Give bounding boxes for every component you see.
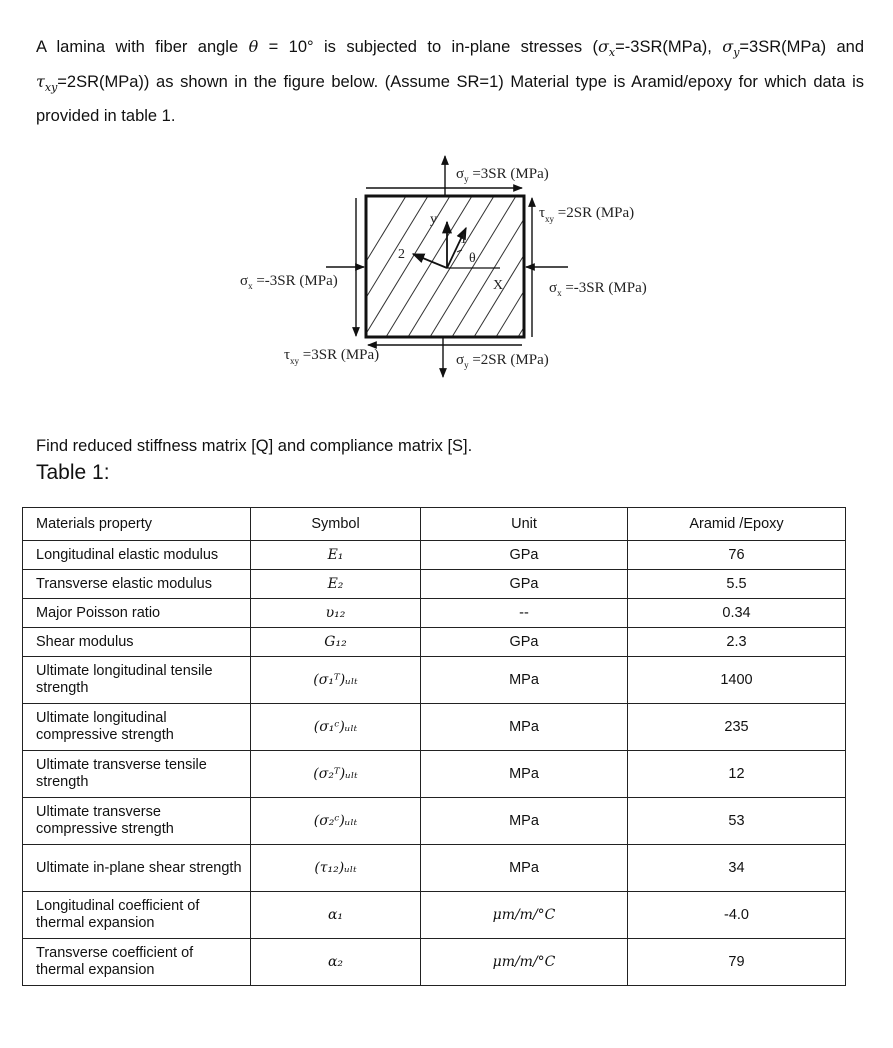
unit-cell: GPa [421, 541, 628, 570]
table-row [23, 892, 846, 939]
axis-x-label: X [493, 278, 504, 293]
svg-text:τxy =2SR (MPa): $\tau_{xy} =2SR$ (MPa) [539, 205, 635, 224]
sigma-x-symbol: σ [598, 37, 609, 56]
property-cell: Transverse elastic modulus [23, 570, 251, 599]
table-row [23, 704, 846, 751]
axis-2-arrow [413, 254, 447, 268]
unit-cell: μm/m/°C [421, 892, 628, 939]
property-cell: Ultimate transverse tensile strength [23, 751, 251, 798]
property-cell: Longitudinal elastic modulus [23, 541, 251, 570]
svg-text:τxy =3SR (MPa): $\tau_{xy} =3SR$ (MPa) [284, 347, 380, 366]
symbol-cell: α₂ [251, 939, 421, 986]
value-cell: 2.3 [628, 628, 846, 657]
unit-cell: GPa [421, 628, 628, 657]
theta-symbol: θ [248, 37, 259, 56]
problem-statement [36, 33, 864, 131]
value-cell: 76 [628, 541, 846, 570]
value-cell: 235 [628, 704, 846, 751]
sigma-y-subscript: y [733, 46, 740, 60]
header-unit: Unit [421, 508, 628, 541]
symbol-cell: G₁₂ [251, 628, 421, 657]
unit-cell: MPa [421, 845, 628, 892]
unit-cell: MPa [421, 798, 628, 845]
svg-text:σx =-3SR (MPa): $\sigma_x =-3SR$ (MPa) [549, 280, 647, 298]
property-cell: Shear modulus [23, 628, 251, 657]
property-cell: Ultimate in-plane shear strength [23, 845, 251, 892]
property-cell: Transverse coefficient of thermal expansion [23, 939, 251, 986]
sigma-x-subscript: x [608, 46, 616, 60]
label-tau-xy-right [539, 205, 634, 224]
sigma-y-symbol: σ [722, 37, 734, 56]
symbol-cell: E₁ [251, 541, 421, 570]
stress-element-figure [0, 140, 893, 400]
unit-cell: GPa [421, 570, 628, 599]
label-tau-xy-bottom [284, 347, 379, 366]
symbol-cell: E₂ [251, 570, 421, 599]
symbol-cell: (σ₂ᶜ)ᵤₗₜ [251, 798, 421, 845]
table-row [23, 599, 846, 628]
label-sigma-y-top [456, 166, 549, 184]
table-row [23, 628, 846, 657]
table-row [23, 751, 846, 798]
symbol-cell: (σ₁ᵀ)ᵤₗₜ [251, 657, 421, 704]
sigma-x-value: =-3SR(MPa), [615, 38, 723, 56]
unit-cell: -- [421, 599, 628, 628]
property-cell: Longitudinal coefficient of thermal expansion [23, 892, 251, 939]
symbol-cell: α₁ [251, 892, 421, 939]
axis-1-label: 1 [460, 232, 467, 247]
unit-cell: μm/m/°C [421, 939, 628, 986]
label-sigma-x-left [240, 273, 338, 291]
symbol-cell: (τ₁₂)ᵤₗₜ [251, 845, 421, 892]
value-cell: 53 [628, 798, 846, 845]
unit-cell: MPa [421, 657, 628, 704]
property-cell: Ultimate transverse compressive strength [23, 798, 251, 845]
sigma-y-value: =3SR(MPa) and [739, 38, 865, 56]
value-cell: 5.5 [628, 570, 846, 599]
tau-xy-subscript: xy [44, 80, 58, 94]
symbol-cell: (σ₁ᶜ)ᵤₗₜ [251, 704, 421, 751]
svg-text:σy =3SR (MPa): $\sigma_y =3SR$ (MPa) [456, 166, 549, 184]
intro-text-2: = 10° is subjected to in-plane stresses ( [258, 38, 598, 56]
tau-xy-symbol: τ [36, 71, 45, 91]
unit-cell: MPa [421, 751, 628, 798]
value-cell: -4.0 [628, 892, 846, 939]
symbol-cell: (σ₂ᵀ)ᵤₗₜ [251, 751, 421, 798]
table-title: Table 1: [36, 461, 110, 484]
symbol-cell: υ₁₂ [251, 599, 421, 628]
property-cell: Ultimate longitudinal compressive strength [23, 704, 251, 751]
axis-2-label: 2 [398, 247, 405, 262]
table-row [23, 845, 846, 892]
svg-text:σy =2SR (MPa): $\sigma_y =2SR$ (MPa) [456, 352, 549, 370]
label-sigma-x-right [549, 280, 647, 298]
property-cell: Ultimate longitudinal tensile strength [23, 657, 251, 704]
table-header-row [23, 508, 846, 541]
value-cell: 0.34 [628, 599, 846, 628]
property-cell: Major Poisson ratio [23, 599, 251, 628]
intro-text-1: A lamina with fiber angle [36, 38, 249, 56]
table-row [23, 541, 846, 570]
value-cell: 12 [628, 751, 846, 798]
header-material: Aramid /Epoxy [628, 508, 846, 541]
header-property: Materials property [23, 508, 251, 541]
value-cell: 34 [628, 845, 846, 892]
table-row [23, 570, 846, 599]
axis-y-label: y [430, 212, 437, 227]
material-properties-table [22, 507, 846, 986]
unit-cell: MPa [421, 704, 628, 751]
label-sigma-y-bottom [456, 352, 549, 370]
intro-text-3: =2SR(MPa)) as shown in the figure below. (Assume SR=1) Material type is Aramid/epoxy for which data is provided in table 1. [36, 72, 864, 126]
svg-text:σx =-3SR (MPa): $\sigma_x =-3SR$ (MPa) [240, 273, 338, 291]
table-row [23, 798, 846, 845]
value-cell: 79 [628, 939, 846, 986]
stress-element-diagram [0, 140, 893, 400]
header-symbol: Symbol [251, 508, 421, 541]
angle-theta-label: θ [469, 251, 476, 266]
table-row [23, 657, 846, 704]
value-cell: 1400 [628, 657, 846, 704]
table-row [23, 939, 846, 986]
task-instruction: Find reduced stiffness matrix [Q] and compliance matrix [S]. [36, 437, 473, 455]
